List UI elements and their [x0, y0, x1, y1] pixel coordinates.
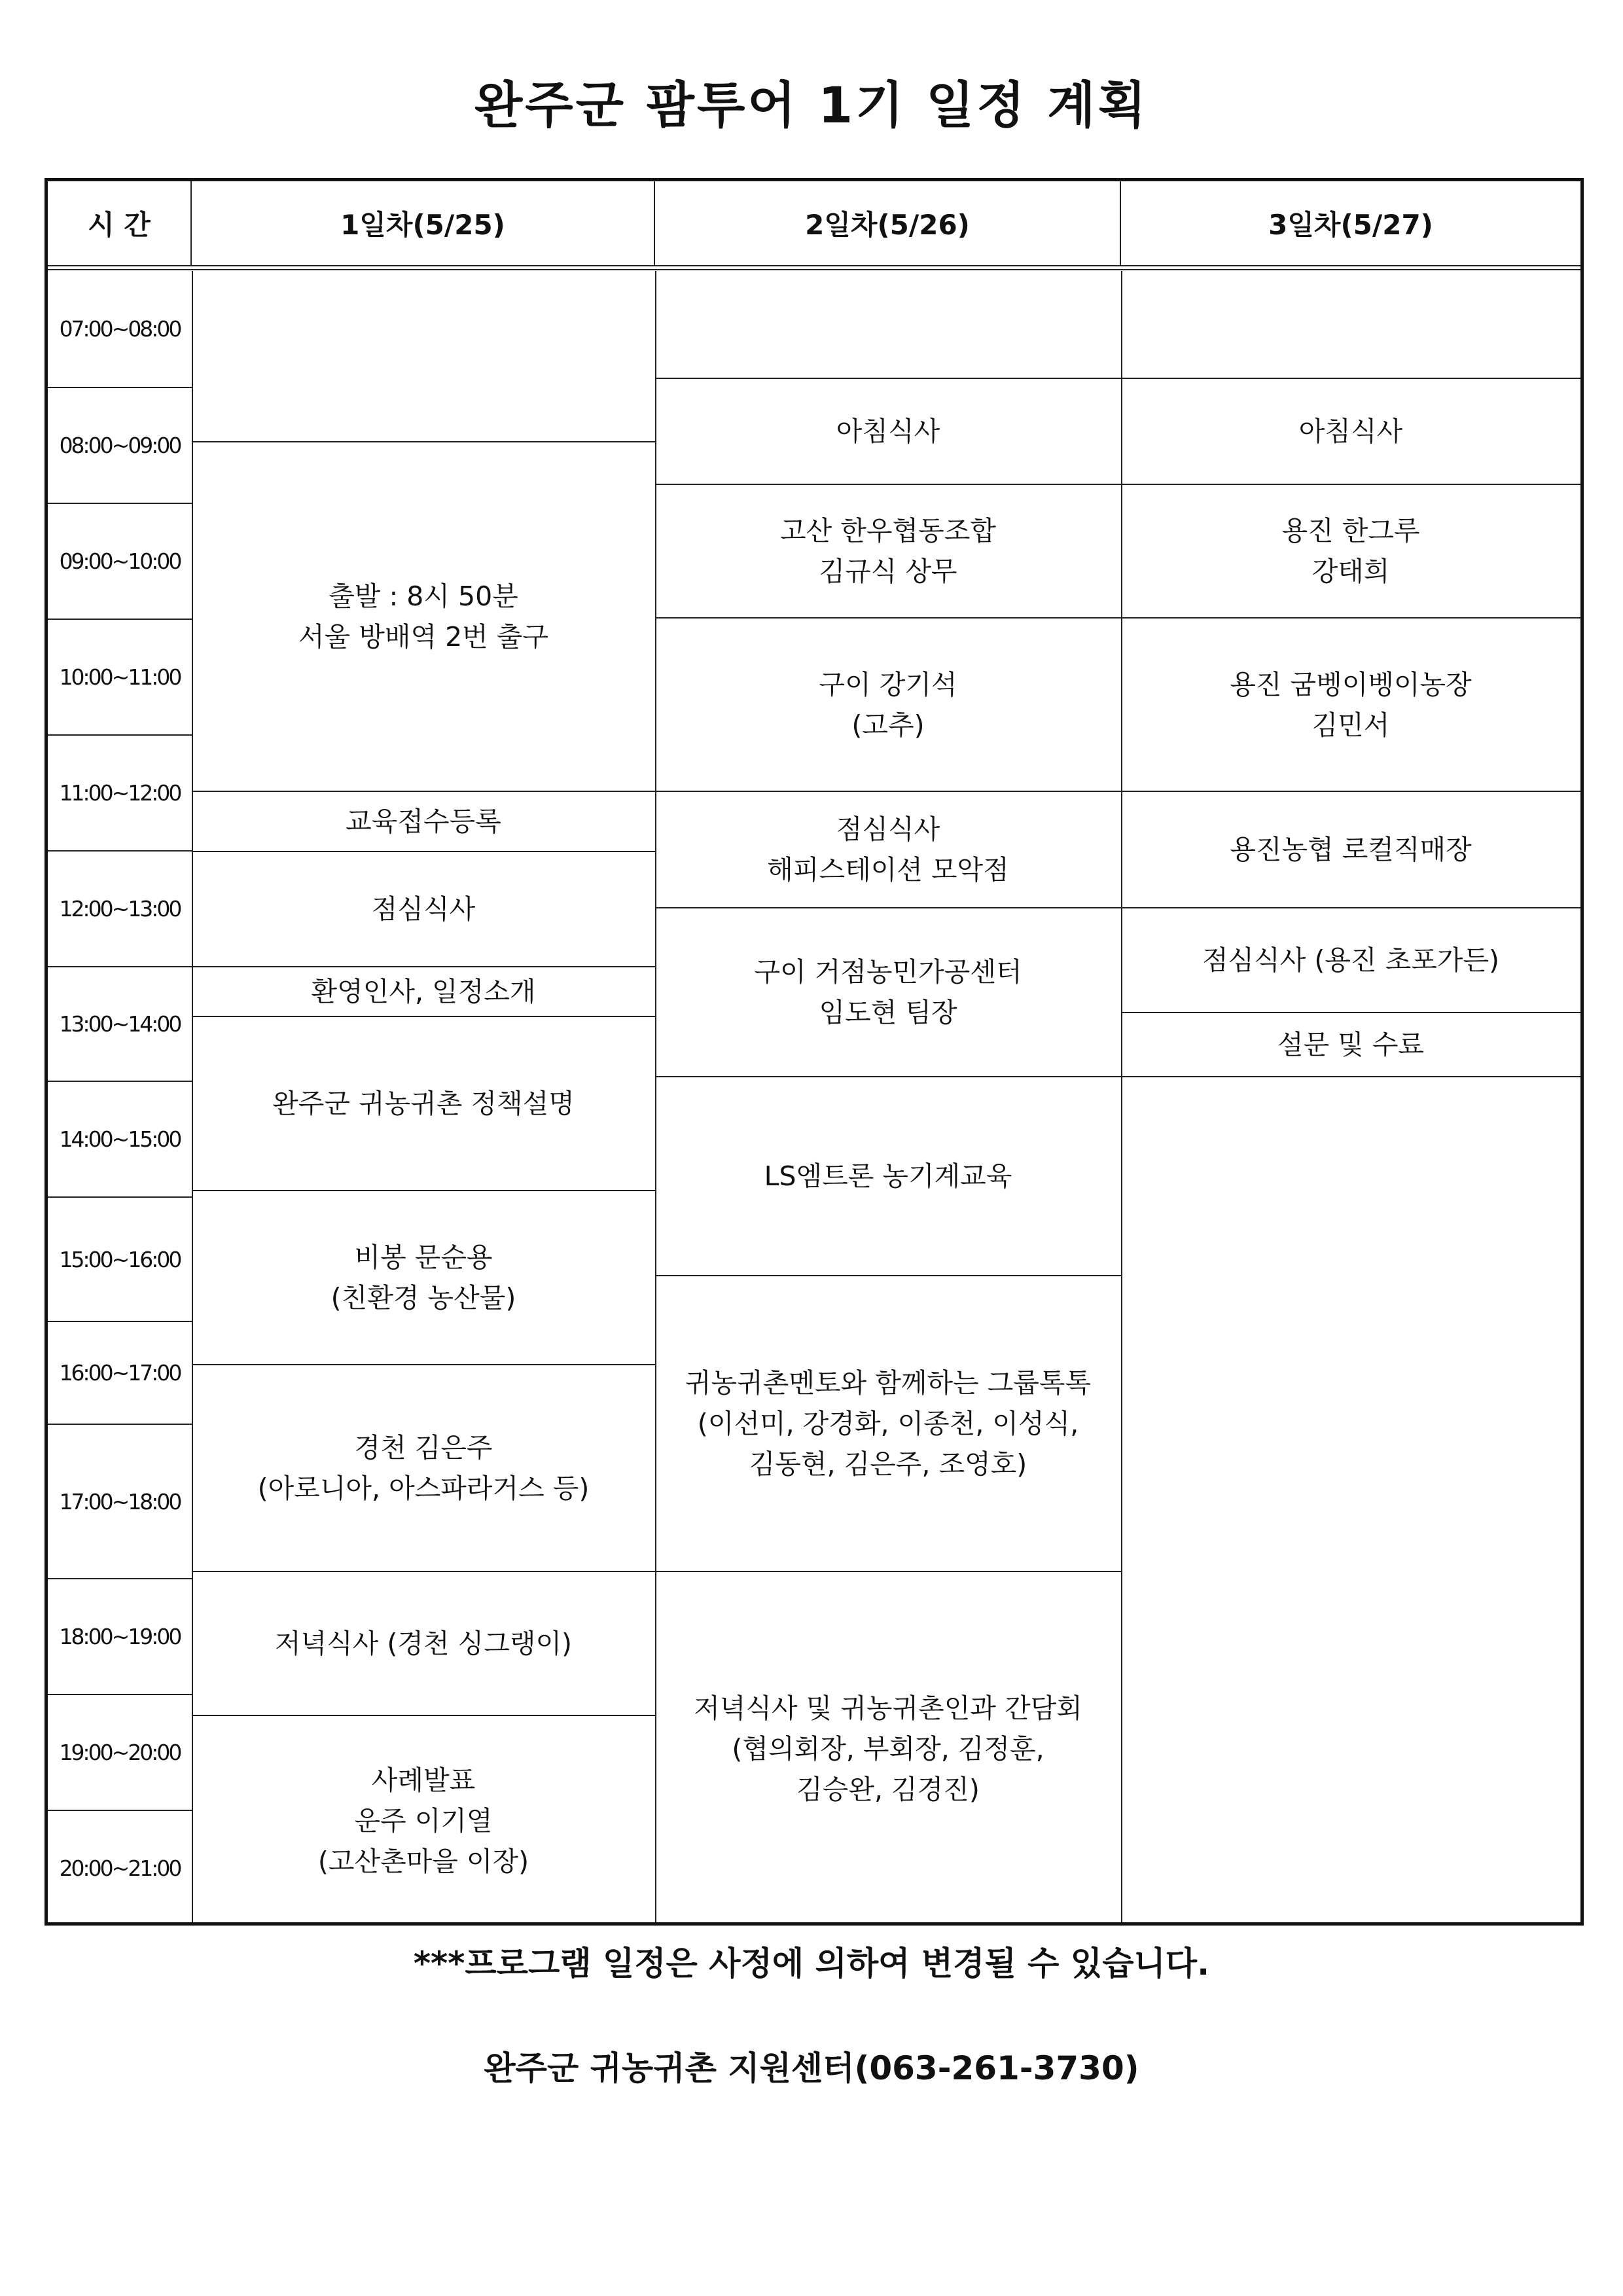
cell-line: 환영인사, 일정소개	[311, 976, 536, 1007]
cell-line: 김규식 상무	[819, 556, 957, 587]
contact-footer: 완주군 귀농귀촌 지원센터(063-261-3730)	[484, 2049, 1139, 2087]
cell-line: 비봉 문순용	[354, 1242, 493, 1273]
cell-line: (고산촌마을 이장)	[317, 1846, 529, 1877]
day3-empty-cell	[1121, 271, 1580, 379]
day1-registration-cell	[192, 792, 655, 852]
day1-bibong-cell	[192, 1191, 655, 1365]
header-day3: 3일차(5/27)	[1268, 209, 1433, 241]
cell-line: (고추)	[851, 709, 925, 741]
day2-processing-center-cell	[655, 908, 1121, 1077]
day1-departure-cell	[192, 442, 655, 792]
time-slot: 15:00~16:00	[48, 1198, 192, 1322]
time-slot: 12:00~13:00	[48, 852, 192, 967]
cell-line: 아침식사	[836, 416, 940, 447]
cell-line: 구이 거점농민가공센터	[754, 956, 1022, 988]
day2-lunch-cell	[655, 792, 1121, 908]
time-slot: 17:00~18:00	[48, 1425, 192, 1579]
time-slot: 19:00~20:00	[48, 1695, 192, 1811]
day2-empty-cell	[655, 271, 1121, 379]
day3-hangeuru-cell	[1121, 485, 1580, 619]
header-time: 시 간	[48, 181, 192, 265]
cell-line: 완주군 귀농귀촌 정책설명	[272, 1088, 575, 1119]
day3-survey-cell	[1121, 1013, 1580, 1077]
schedule-table	[45, 178, 1584, 1926]
cell-line: 구이 강기석	[819, 668, 957, 700]
cell-line: 출발 : 8시 50분	[329, 581, 518, 612]
cell-line: 김승완, 김경진)	[796, 1774, 980, 1805]
cell-line: 운주 이기열	[354, 1805, 493, 1837]
cell-line: (협의회장, 부회장, 김정훈,	[732, 1733, 1044, 1765]
time-slot: 20:00~21:00	[59, 1856, 181, 1881]
cell-line: 임도현 팀장	[819, 997, 957, 1028]
day1-dinner-cell	[192, 1572, 655, 1716]
cell-line: (친환경 농산물)	[330, 1282, 516, 1314]
cell-line: 해피스테이션 모악점	[767, 854, 1009, 886]
time-column	[48, 271, 193, 1922]
day1-case-study-cell	[192, 1716, 655, 1926]
time-slot: 13:00~14:00	[48, 967, 192, 1082]
change-notice: ***프로그램 일정은 사정에 의하여 변경될 수 있습니다.	[413, 1945, 1210, 1982]
cell-line: 경천 김은주	[354, 1432, 493, 1463]
day3-lunch-cell	[1121, 908, 1580, 1013]
day1-policy-cell	[192, 1017, 655, 1191]
day2-breakfast-cell	[655, 379, 1121, 485]
cell-line: 점심식사	[371, 893, 476, 925]
day3-local-store-cell	[1121, 792, 1580, 908]
cell-line: LS엠트론 농기계교육	[764, 1160, 1012, 1192]
time-slot: 08:00~09:00	[48, 388, 192, 504]
day2-gosan-cell	[655, 485, 1121, 619]
cell-line: 김동현, 김은주, 조영호)	[749, 1448, 1027, 1480]
cell-line: 점심식사	[836, 814, 940, 845]
day3-empty-cell	[1121, 1077, 1580, 1926]
cell-line: 용진 한그루	[1281, 515, 1420, 547]
day1-gyeongcheon-cell	[192, 1365, 655, 1572]
time-slot: 18:00~19:00	[48, 1579, 192, 1695]
cell-line: 김민서	[1311, 709, 1390, 741]
day3-farm-cell	[1121, 619, 1580, 792]
cell-line: (이선미, 강경화, 이종천, 이성식,	[697, 1408, 1079, 1439]
cell-line: 고산 한우협동조합	[780, 515, 996, 547]
header-day1: 1일차(5/25)	[192, 181, 655, 265]
cell-line: 점심식사 (용진 초포가든)	[1202, 944, 1500, 976]
cell-line: 용진농협 로컬직매장	[1230, 834, 1472, 865]
day2-column	[655, 271, 1122, 1922]
time-slot: 09:00~10:00	[48, 504, 192, 620]
time-slot: 10:00~11:00	[48, 620, 192, 736]
day1-empty-cell	[192, 271, 655, 442]
cell-line: 귀농귀촌멘토와 함께하는 그룹톡톡	[685, 1367, 1092, 1399]
day1-lunch-cell	[192, 852, 655, 967]
time-slot: 11:00~12:00	[48, 736, 192, 852]
cell-line: 사례발표	[371, 1765, 476, 1796]
cell-line: (아로니아, 아스파라거스 등)	[257, 1473, 590, 1504]
day3-breakfast-cell	[1121, 379, 1580, 485]
day3-column	[1121, 271, 1580, 1922]
cell-line: 교육접수등록	[346, 806, 501, 837]
cell-line: 용진 굼벵이벵이농장	[1230, 668, 1472, 700]
page-title: 완주군 팜투어 1기 일정 계획	[474, 76, 1149, 134]
cell-line: 저녁식사 (경천 싱그랭이)	[274, 1628, 573, 1659]
header-divider	[48, 265, 1580, 270]
time-slot: 14:00~15:00	[48, 1082, 192, 1198]
day1-column	[192, 271, 656, 1922]
time-slot: 16:00~17:00	[48, 1322, 192, 1425]
cell-line: 강태희	[1311, 556, 1390, 587]
day1-welcome-cell	[192, 967, 655, 1017]
day2-ls-mtron-cell	[655, 1077, 1121, 1276]
cell-line: 아침식사	[1298, 416, 1403, 447]
cell-line: 설문 및 수료	[1277, 1029, 1425, 1060]
day2-mentor-cell	[655, 1276, 1121, 1572]
cell-line: 서울 방배역 2번 출구	[298, 621, 549, 653]
time-slot: 07:00~08:00	[48, 271, 192, 388]
cell-line: 저녁식사 및 귀농귀촌인과 간담회	[694, 1693, 1082, 1724]
header-day2: 2일차(5/26)	[655, 181, 1121, 265]
day2-gui-cell	[655, 619, 1121, 792]
day2-dinner-cell	[655, 1572, 1121, 1926]
